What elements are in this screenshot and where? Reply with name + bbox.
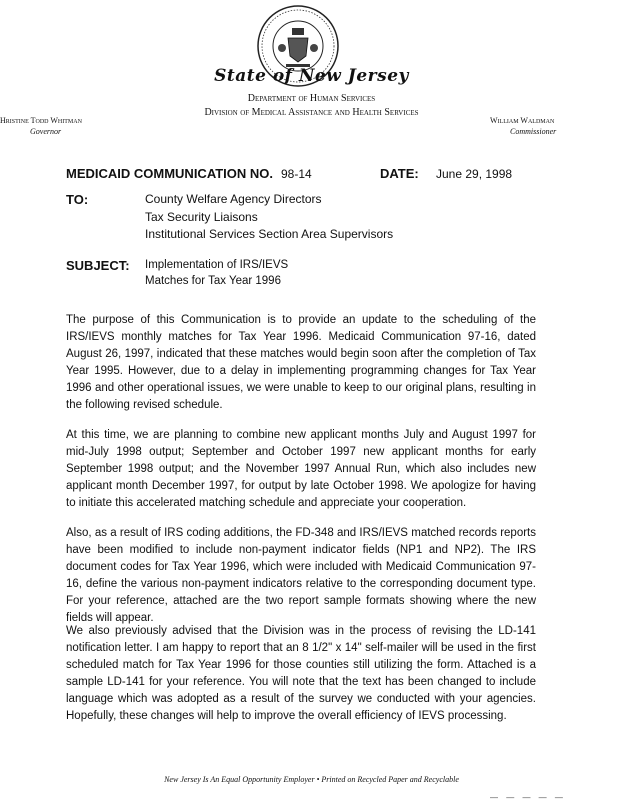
body-paragraph: We also previously advised that the Division was in the process of revising the LD-141 notification letter. I am happy to report that an 8 1/2" x 14" self-mailer will be used in the first scheduled match for Tax Year 1996 for those counties still utilizing the form. Attached is a sample LD-141 for your reference. You will note that the text has been changed to include language which was adopted as a result of the survey we conducted with your agencies. Hopefully, these changes will help to improve the overall efficiency of IEVS processing. (66, 625, 536, 722)
state-title: State of New Jersey (214, 66, 409, 86)
subject-line: Implementation of IRS/IEVS (145, 259, 289, 271)
commissioner-title: Commissioner (510, 127, 557, 136)
date-value: June 29, 1998 (436, 167, 513, 181)
division-name: Division of Medical Assistance and Health Services (204, 107, 419, 118)
body-paragraph: Also, as a result of IRS coding additions, the FD-348 and IRS/IEVS matched records reports have been modified to include non-payment indicator fields (NP1 and NP2). The IRS document codes for Tax Year 1996, which were included with Medicaid Communication 97-16, define the various non-payment indicators relative to the corresponding document type. For your reference, attached are the two report sample formats showing where the new fields will appear. (66, 527, 536, 624)
page-edge-marks: — — — — — (490, 793, 566, 802)
footer-text: New Jersey Is An Equal Opportunity Employer • Printed on Recycled Paper and Recyclable (164, 775, 459, 784)
department-name: Department of Human Services (247, 93, 376, 104)
recipient-line: County Welfare Agency Directors (145, 192, 322, 206)
communication-label: MEDICAID COMMUNICATION NO. (66, 166, 274, 181)
body-paragraph: The purpose of this Communication is to provide an update to the scheduling of the IRS/IEVS monthly matches for Tax Year 1996. Medicaid Communication 97-16, dated August 26, 1997, indicated that these matches would begin soon after the completion of Tax Year 1995. However, due to a delay in implementing programming changes for Tax Year 1996 and other operational issues, we were unable to keep to our original plans, resulting in the following revised schedule. (66, 314, 536, 411)
governor-name: Hristine Todd Whitman (0, 116, 82, 125)
to-label: TO: (66, 192, 89, 207)
recipient-line: Tax Security Liaisons (145, 210, 258, 224)
body-paragraph: At this time, we are planning to combine new applicant months July and August 1997 for mid-July 1998 output; September and October 1997 new applicant months for early September 1998 output; and the November 1997 Annual Run, which also includes new applicant month December 1997, for output by late October 1998. We apologize for having to initiate this accelerated matching schedule and appreciate your cooperation. (66, 429, 536, 509)
recipient-line: Institutional Services Section Area Supervisors (145, 227, 394, 241)
subject-line: Matches for Tax Year 1996 (145, 275, 281, 287)
communication-number: 98-14 (281, 167, 312, 181)
governor-title: Governor (30, 127, 62, 136)
subject-label: SUBJECT: (66, 258, 130, 273)
commissioner-name: William Waldman (490, 116, 555, 125)
date-label: DATE: (380, 166, 419, 181)
